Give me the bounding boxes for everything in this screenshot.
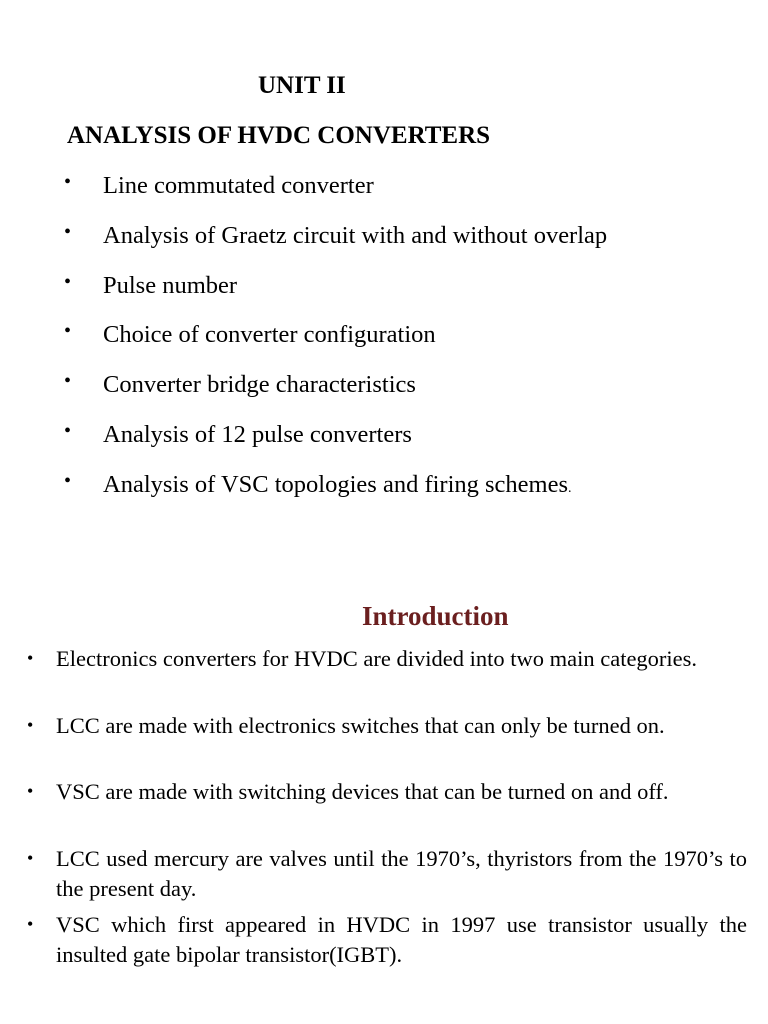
intro-point-text: LCC used mercury are valves until the 1970’s, thyristors from the 1970’s to the present day. — [56, 845, 747, 901]
unit-title: UNIT II — [258, 72, 346, 99]
topic-trail: . — [568, 480, 572, 496]
topic-text — [103, 321, 436, 349]
bullet-icon: • — [64, 370, 72, 393]
bullet-icon: • — [64, 270, 72, 293]
intro-point-text: LCC are made with electronics switches that can only be turned on. — [56, 712, 665, 738]
topic-text — [103, 272, 237, 300]
bullet-icon: • — [27, 781, 34, 802]
bullet-icon: • — [27, 714, 34, 735]
topic-label: Analysis of VSC topologies and firing schemes — [103, 470, 569, 498]
intro-point-text: VSC are made with switching devices that can be turned on and off. — [56, 779, 669, 805]
bullet-icon: • — [64, 419, 72, 442]
bullet-icon: • — [64, 171, 72, 193]
introduction-heading: Introduction — [362, 601, 509, 631]
list-item — [0, 844, 768, 911]
list-item — [0, 644, 768, 711]
topic-label: Choice of converter configuration — [103, 321, 436, 349]
list-item — [0, 711, 768, 778]
list-item — [0, 910, 768, 977]
topic-label: Line commutated converter — [103, 172, 374, 199]
topic-text — [103, 471, 572, 499]
intro-point-text: Electronics converters for HVDC are divided into two main categories. — [56, 646, 698, 671]
topic-label: Pulse number — [103, 271, 238, 299]
bullet-icon: • — [64, 469, 72, 492]
bullet-icon: • — [27, 914, 34, 935]
intro-point-text: VSC which first appeared in HVDC in 1997 use transistor usually the insulted gate bipolar transistor(IGBT). — [56, 912, 747, 968]
topic-label: Converter bridge characteristics — [103, 371, 416, 399]
bullet-icon: • — [64, 320, 72, 343]
bullet-icon: • — [27, 648, 34, 668]
topic-label: Analysis of 12 pulse converters — [103, 420, 412, 448]
introduction-list — [0, 644, 768, 977]
topic-text — [103, 371, 416, 399]
topic-text — [103, 172, 374, 200]
topic-text — [103, 222, 607, 250]
topic-text — [103, 421, 412, 449]
list-item — [0, 777, 768, 844]
section-title: ANALYSIS OF HVDC CONVERTERS — [67, 122, 491, 149]
bullet-icon: • — [27, 847, 34, 868]
bullet-icon: • — [64, 220, 72, 243]
topic-label: Analysis of Graetz circuit with and without overlap — [103, 221, 608, 249]
